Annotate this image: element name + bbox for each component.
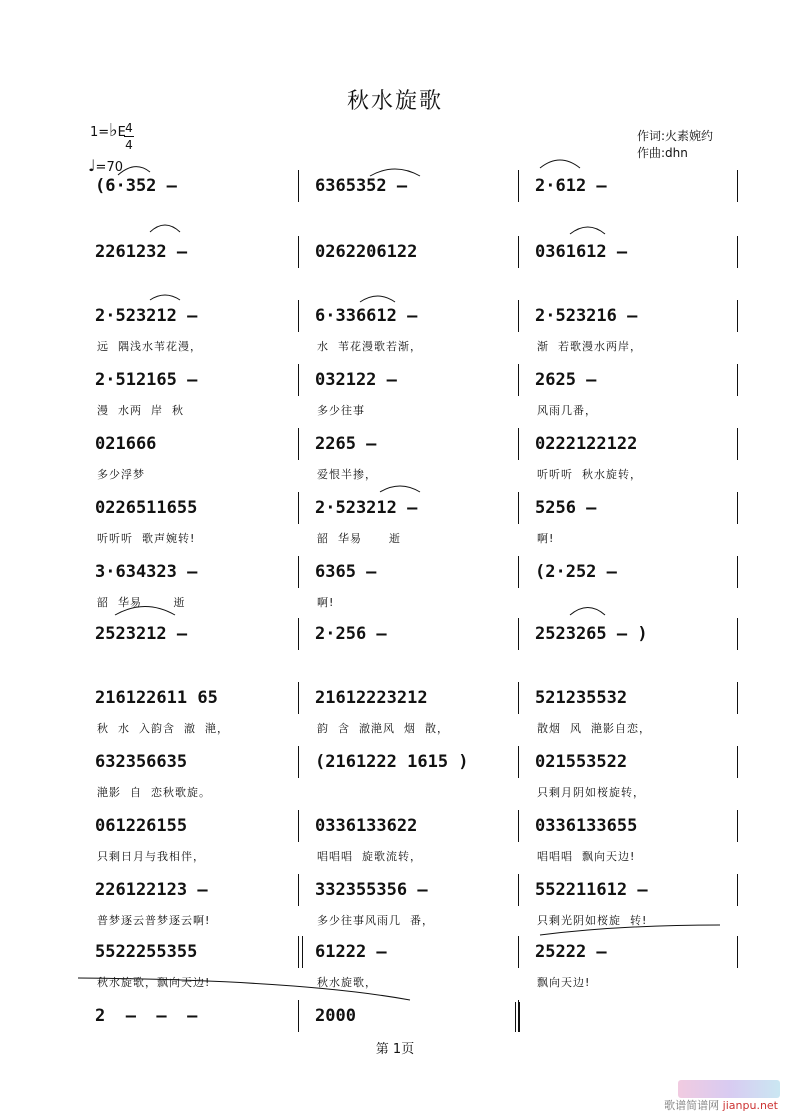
flat-icon: ♭ bbox=[109, 120, 118, 141]
lyric-line: 啊! bbox=[537, 532, 555, 545]
lyric-line: 多少往事风雨几 番， bbox=[317, 914, 434, 927]
measure-notes: 2265 – bbox=[315, 434, 377, 454]
measure-notes: 5256 – bbox=[535, 498, 597, 518]
measure-notes: 2·512165 – bbox=[95, 370, 198, 390]
lyric-line: 普梦逐云普梦逐云啊! bbox=[97, 914, 211, 927]
measure-notes: 2 – – – bbox=[95, 1006, 198, 1026]
measure-notes: (2161222 1615 ) bbox=[315, 752, 469, 772]
measure-notes: 5522255355 bbox=[95, 942, 198, 962]
lyric-line: 唱唱唱 旋歌流转， bbox=[317, 850, 422, 863]
measure-notes: 25222 – bbox=[535, 942, 607, 962]
lyric-line: 散烟 风 滟影自恋， bbox=[537, 722, 651, 735]
measure-notes: 021553522 bbox=[535, 752, 628, 772]
lyric-line: 秋水旋歌，飘向天边! bbox=[97, 976, 211, 989]
key-prefix: 1= bbox=[90, 125, 110, 140]
lyric-line: 韶 华易 逝 bbox=[97, 596, 186, 609]
lyric-line: 多少往事 bbox=[317, 404, 365, 417]
measure-notes: 332355356 – bbox=[315, 880, 428, 900]
measure-notes: 216122611 65 bbox=[95, 688, 218, 708]
measure-notes: 2261232 – bbox=[95, 242, 188, 262]
lyric-line: 飘向天边! bbox=[537, 976, 591, 989]
meter-top: 4 bbox=[125, 121, 133, 135]
measure-notes: 2·523212 – bbox=[95, 306, 198, 326]
measure-notes: (2·252 – bbox=[535, 562, 617, 582]
lyricist: 作词:火素婉约 bbox=[637, 129, 714, 143]
measure-notes: 032122 – bbox=[315, 370, 397, 390]
measure-notes: 2·523216 – bbox=[535, 306, 638, 326]
lyric-line: 滟影 自 恋秋歌旋。 bbox=[97, 786, 211, 799]
measure-notes: 0222122122 bbox=[535, 434, 638, 454]
measure-notes: 2·256 – bbox=[315, 624, 387, 644]
measure-notes: 2625 – bbox=[535, 370, 597, 390]
lyric-line: 只剩光阴如桜旋 转! bbox=[537, 914, 648, 927]
lyric-line: 风雨几番， bbox=[537, 404, 597, 417]
measure-notes: 0336133655 bbox=[535, 816, 638, 836]
lyric-line: 多少浮梦 bbox=[97, 468, 145, 481]
measure-notes: 2·523212 – bbox=[315, 498, 418, 518]
lyric-line: 秋水旋歌， bbox=[317, 976, 377, 989]
composer: 作曲:dhn bbox=[637, 146, 688, 160]
lyric-line: 韵 含 澈滟风 烟 散， bbox=[317, 722, 449, 735]
measure-notes: 2000 bbox=[315, 1006, 356, 1026]
lyric-line: 听听听 秋水旋转， bbox=[537, 468, 642, 481]
lyric-line: 漫 水两 岸 秋 bbox=[97, 404, 184, 417]
measure-notes: 3·634323 – bbox=[95, 562, 198, 582]
lyric-line: 水 苇花漫歌若渐， bbox=[317, 340, 422, 353]
watermark bbox=[664, 1097, 778, 1113]
lyric-line: 韶 华易 逝 bbox=[317, 532, 401, 545]
measure-notes: 0361612 – bbox=[535, 242, 628, 262]
measure-notes: 226122123 – bbox=[95, 880, 208, 900]
watermark-stamp bbox=[678, 1080, 780, 1098]
measure-notes: 6365352 – bbox=[315, 176, 408, 196]
measure-notes: (6·352 – bbox=[95, 176, 177, 196]
lyric-line: 秋 水 入韵含 澈 滟， bbox=[97, 722, 229, 735]
lyric-line: 只剩日月与我相伴， bbox=[97, 850, 205, 863]
measure-notes: 21612223212 bbox=[315, 688, 428, 708]
lyric-line: 听听听 歌声婉转! bbox=[97, 532, 196, 545]
measure-notes: 6365 – bbox=[315, 562, 377, 582]
measure-notes: 0336133622 bbox=[315, 816, 418, 836]
song-title: 秋水旋歌 bbox=[346, 89, 443, 114]
lyric-line: 爱恨半掺， bbox=[317, 468, 377, 481]
lyric-line: 只剩月阴如桜旋转， bbox=[537, 786, 645, 799]
measure-notes: 552211612 – bbox=[535, 880, 648, 900]
quarter-note-icon: ♩ bbox=[88, 156, 96, 175]
measure-notes: 6·336612 – bbox=[315, 306, 418, 326]
lyric-line: 唱唱唱 飘向天边! bbox=[537, 850, 636, 863]
lyric-line: 远 隅浅水苇花漫， bbox=[97, 340, 202, 353]
watermark-text: 歌谱简谱网 bbox=[664, 1099, 720, 1112]
measure-notes: 2523212 – bbox=[95, 624, 188, 644]
measure-notes: 0226511655 bbox=[95, 498, 198, 518]
measure-notes: 521235532 bbox=[535, 688, 628, 708]
key-note: E bbox=[117, 125, 126, 140]
lyric-line: 渐 若歌漫水两岸， bbox=[537, 340, 642, 353]
measure-notes: 2·612 – bbox=[535, 176, 607, 196]
measure-notes: 0262206122 bbox=[315, 242, 418, 262]
measure-notes: 061226155 bbox=[95, 816, 188, 836]
measure-notes: 632356635 bbox=[95, 752, 188, 772]
measure-notes: 2523265 – ) bbox=[535, 624, 648, 644]
meter-bottom: 4 bbox=[125, 138, 133, 152]
measure-notes: 021666 bbox=[95, 434, 157, 454]
lyric-line: 啊! bbox=[317, 596, 335, 609]
measure-notes: 61222 – bbox=[315, 942, 387, 962]
page-number: 第 1页 bbox=[375, 1042, 415, 1057]
tempo-value: =70 bbox=[95, 160, 123, 175]
watermark-url: jianpu.net bbox=[722, 1099, 778, 1112]
